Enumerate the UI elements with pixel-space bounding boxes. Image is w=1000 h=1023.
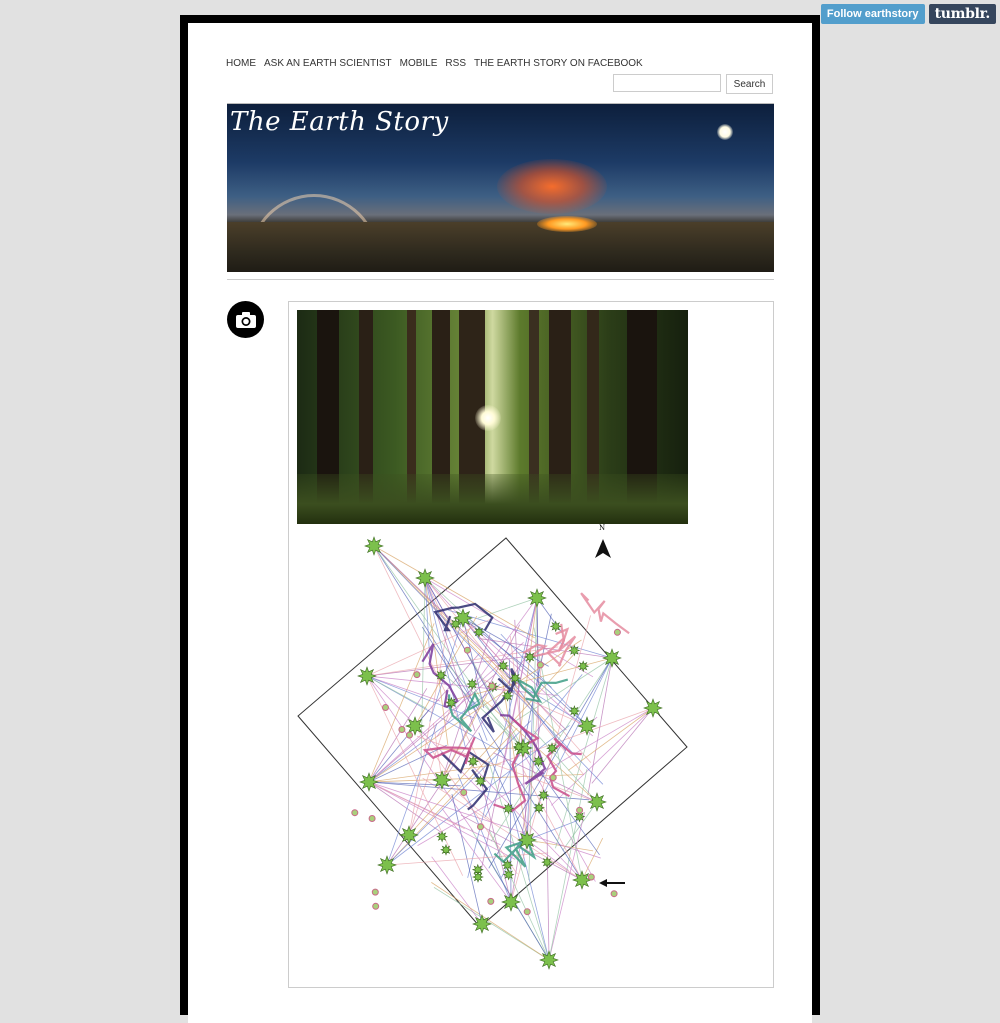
tree-node (569, 646, 579, 656)
north-arrow-icon (595, 539, 611, 558)
tree-node (476, 776, 486, 786)
tree-node (525, 652, 535, 662)
nav-item-mobile[interactable]: MOBILE (399, 58, 438, 69)
pointer-arrow-icon (599, 879, 625, 887)
sample-point (464, 647, 470, 653)
sample-point (352, 810, 358, 816)
tree-node (539, 790, 549, 800)
tree-node (473, 915, 491, 933)
tree-node (441, 845, 451, 855)
tree-node (514, 742, 524, 752)
camera-icon (235, 311, 257, 329)
photo-post (288, 301, 774, 988)
tree-node (436, 670, 446, 680)
sample-point (407, 732, 413, 738)
search-input[interactable] (613, 74, 721, 92)
tree-node (503, 691, 513, 701)
tree-node (542, 857, 552, 867)
tree-nodes (352, 537, 662, 969)
tree-node (360, 773, 378, 791)
tree-node (498, 661, 508, 671)
tree-node (603, 649, 621, 667)
sample-point (524, 909, 530, 915)
tree-node (451, 619, 461, 629)
tree-node (518, 831, 536, 849)
forest-photo[interactable] (297, 310, 688, 524)
sample-point (611, 891, 617, 897)
tree-node (446, 698, 456, 708)
forest-sunlight (475, 405, 501, 431)
tree-node (551, 621, 561, 631)
sample-point (488, 898, 494, 904)
tree-node (510, 673, 520, 683)
page-frame (180, 15, 820, 1015)
tree-node (502, 893, 520, 911)
sample-point (399, 727, 405, 733)
banner-moon (717, 124, 733, 140)
tree-node (503, 804, 513, 814)
search-button[interactable]: Search (726, 74, 773, 94)
tumblr-logo-button[interactable]: tumblr. (929, 4, 996, 24)
map-plot-boundary (298, 538, 687, 927)
sample-point (461, 790, 467, 796)
tree-node (400, 826, 418, 844)
sample-point (372, 889, 378, 895)
tumblr-controls (821, 4, 996, 24)
nav-item-rss[interactable]: RSS (445, 58, 466, 69)
sample-point (588, 874, 594, 880)
tree-node (578, 661, 588, 671)
sample-point (537, 662, 543, 668)
follow-button[interactable]: Follow earthstory (821, 4, 925, 24)
tree-node (578, 717, 596, 735)
tree-node (534, 756, 544, 766)
tree-node (473, 872, 483, 882)
tree-node (433, 771, 451, 789)
sample-point (369, 816, 375, 822)
header-banner[interactable] (227, 103, 774, 272)
banner-volcano-glow (497, 159, 607, 214)
tree-node (540, 951, 558, 969)
tree-node (528, 589, 546, 607)
top-nav (226, 58, 643, 69)
tree-node (569, 706, 579, 716)
network-map-image[interactable] (297, 524, 767, 982)
site-title: The Earth Story (230, 107, 449, 137)
tree-node (416, 569, 434, 587)
north-label: N (599, 524, 606, 532)
sample-point (373, 903, 379, 909)
tree-node (588, 793, 606, 811)
forest-floor (297, 474, 688, 524)
page-content (188, 23, 812, 1023)
tree-node (437, 832, 447, 842)
tree-node (358, 667, 376, 685)
sample-point (478, 824, 484, 830)
sample-point (414, 672, 420, 678)
tree-node (467, 679, 477, 689)
tree-node (534, 803, 544, 813)
banner-lava (537, 216, 597, 232)
tree-node (504, 870, 514, 880)
tree-node (644, 699, 662, 717)
tree-node (573, 871, 591, 889)
banner-ground (227, 222, 774, 272)
sample-point (489, 683, 495, 689)
nav-item-facebook[interactable]: THE EARTH STORY ON FACEBOOK (473, 58, 643, 69)
sample-point (577, 807, 583, 813)
tree-node (468, 756, 478, 766)
sample-point (550, 775, 556, 781)
tree-node (365, 537, 383, 555)
tree-node (503, 860, 513, 870)
network-paths (422, 593, 629, 867)
photo-post-type[interactable] (227, 301, 264, 338)
sample-point (614, 629, 620, 635)
header-divider (227, 279, 774, 280)
tree-node (474, 627, 484, 637)
sample-point (383, 705, 389, 711)
nav-item-ask-an-earth-scientist[interactable]: ASK AN EARTH SCIENTIST (264, 58, 392, 69)
tree-node (547, 743, 557, 753)
tree-node (378, 856, 396, 874)
nav-item-home[interactable]: HOME (226, 58, 256, 69)
